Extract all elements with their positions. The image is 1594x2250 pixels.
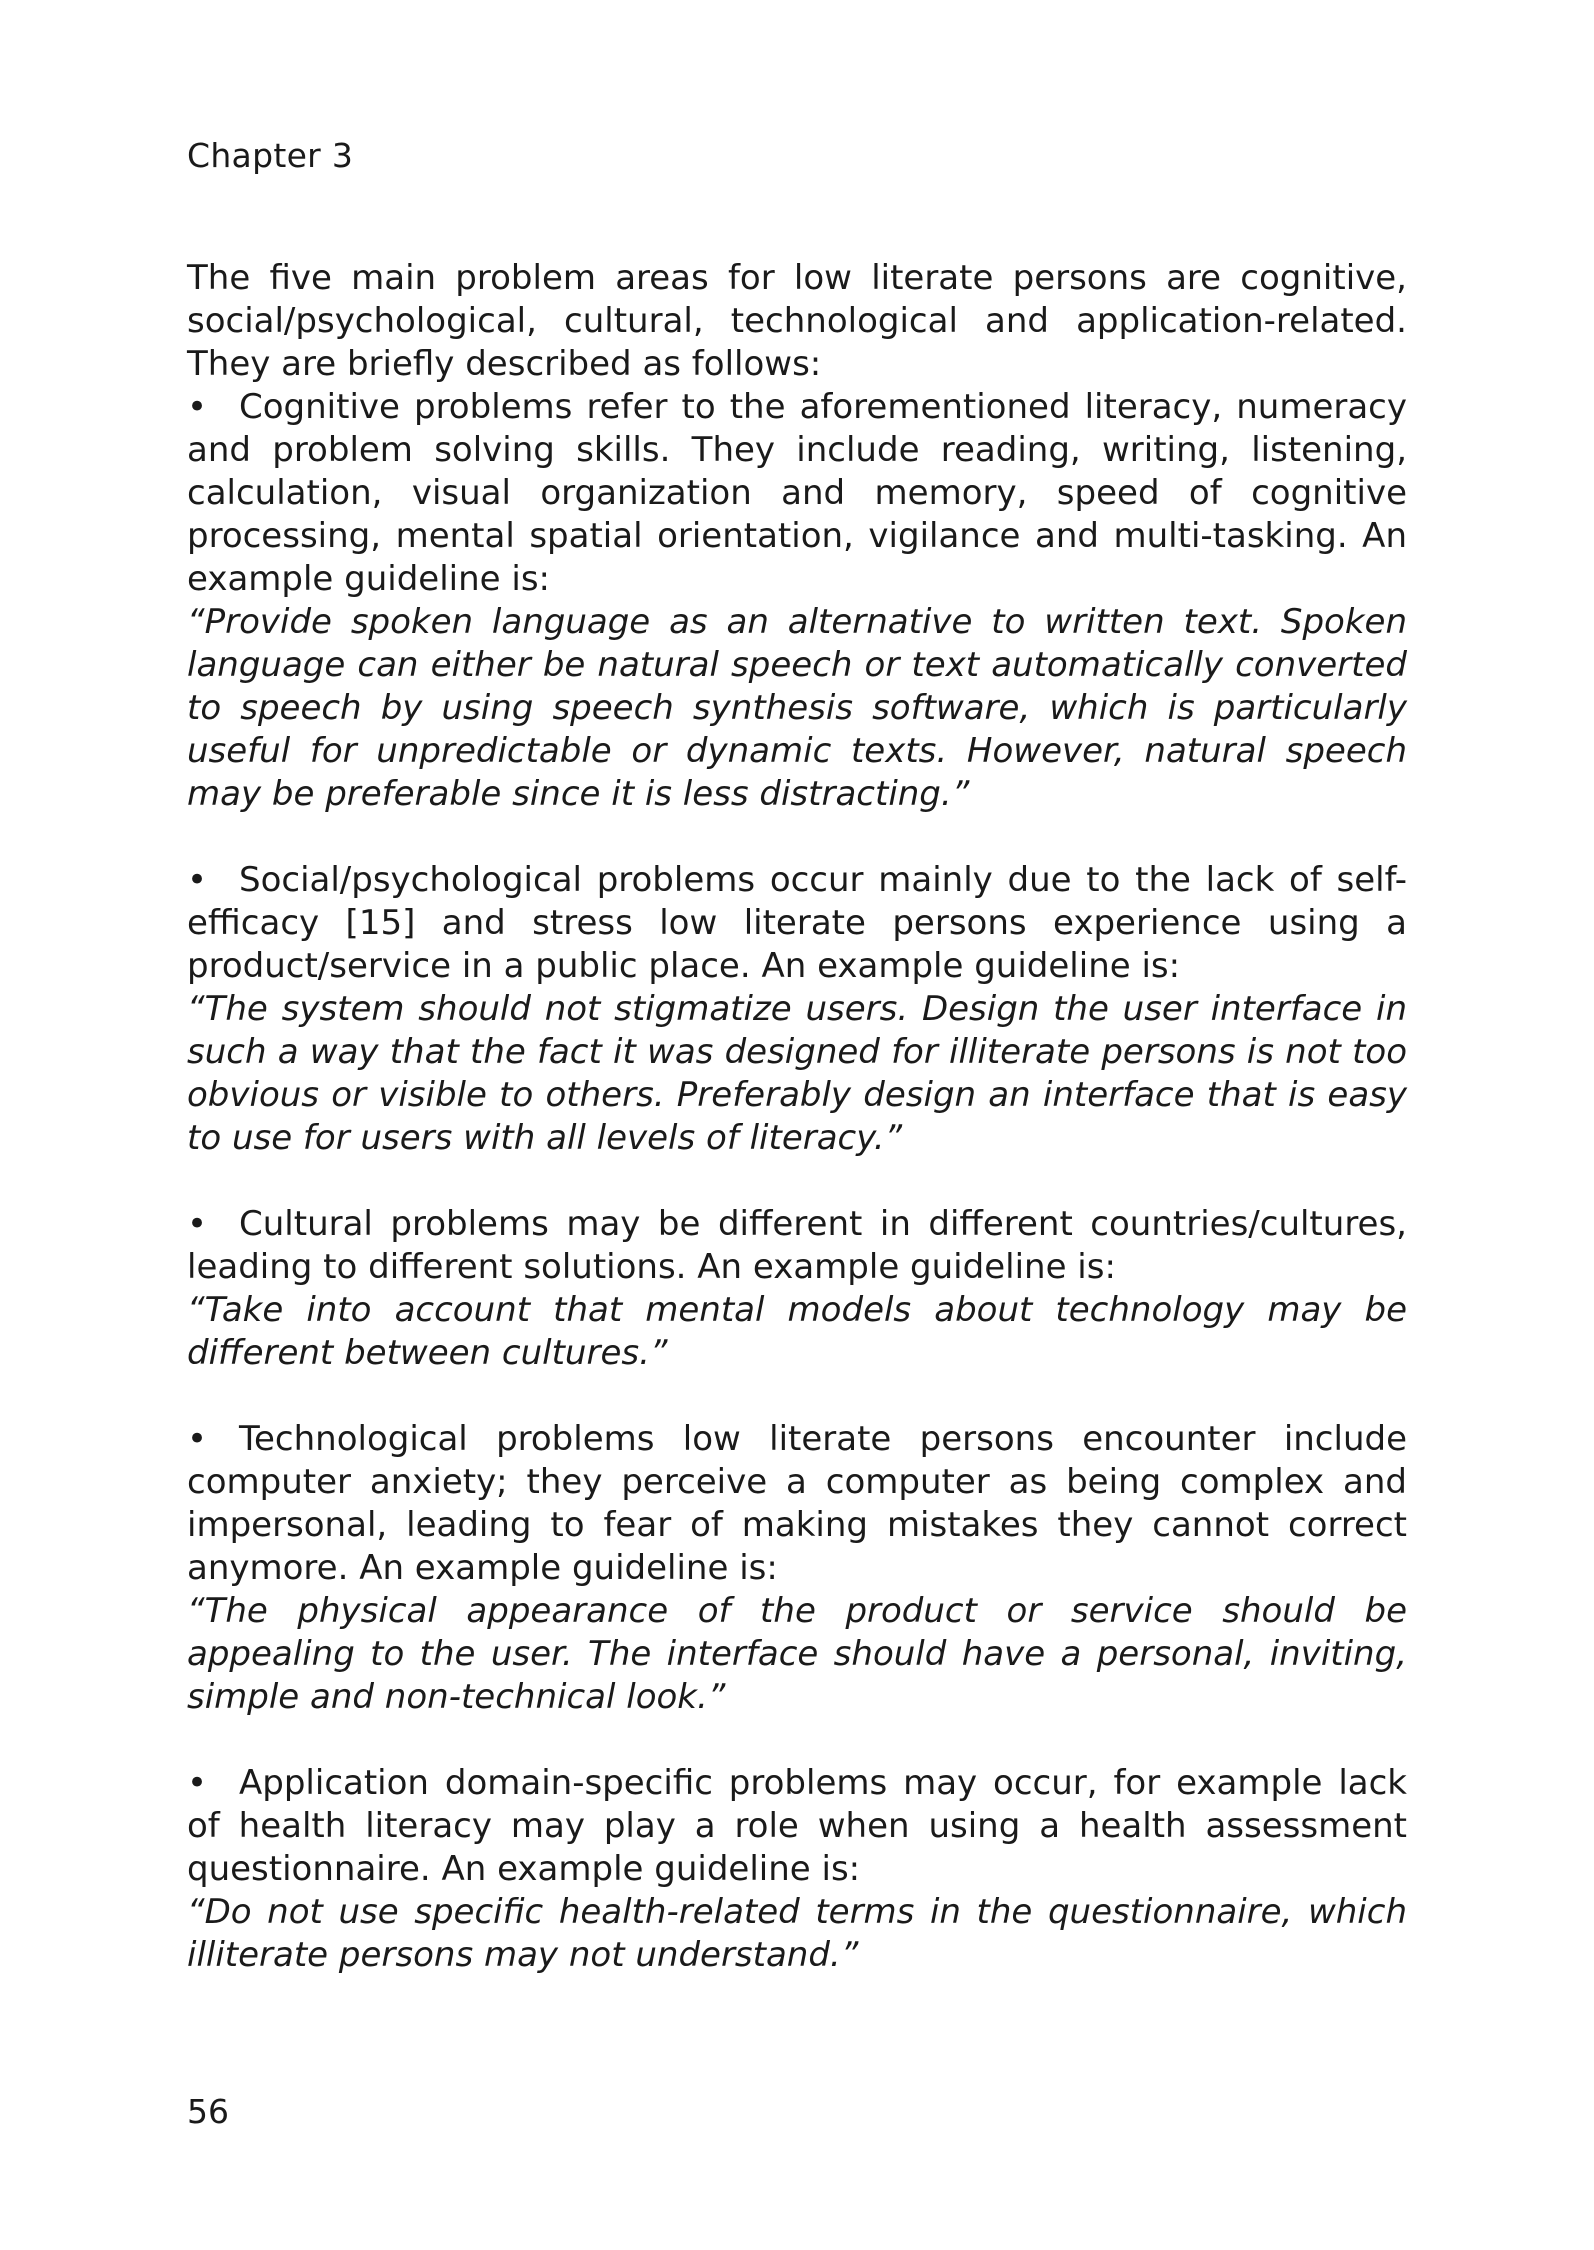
bullet-icon: • (187, 387, 208, 427)
bullet-icon: • (187, 1419, 208, 1459)
item-text: Application domain-specific problems may occur, for example lack of health literacy may play a role when using a health assessment questionnaire. An example guideline is: (187, 1763, 1407, 1889)
bullet-icon: • (187, 1204, 208, 1244)
page (187, 0, 1407, 2250)
intro-paragraph: The five main problem areas for low literate persons are cognitive, social/psychological, cultural, technological and application-related. They are briefly described as follows: (187, 258, 1407, 384)
guideline-quote: “The physical appearance of the product or service should be appealing to the user. The interface should have a personal, inviting, simple and non-technical look.” (187, 1591, 1407, 1717)
guideline-quote: “Take into account that mental models about technology may be different between cultures.” (187, 1290, 1407, 1373)
guideline-quote: “Provide spoken language as an alternative to written text. Spoken language can either be natural speech or text automatically converted to speech by using speech synthesis software, which is particularly useful for unpredictable or dynamic texts. However, natural speech may be preferable since it is less distracting.” (187, 602, 1407, 814)
item-text: Cognitive problems refer to the aforementioned literacy, numeracy and problem solving skills. They include reading, writing, listening, calculation, visual organization and memory, speed of cognitive processing, mental spatial orientation, vigilance and multi-tasking. An example guideline is: (187, 387, 1407, 599)
bullet-icon: • (187, 1763, 208, 1803)
guideline-quote: “The system should not stigmatize users. Design the user interface in such a way that the fact it was designed for illiterate persons is not too obvious or visible to others. Preferably design an interface that is easy to use for users with all levels of literacy.” (187, 989, 1407, 1158)
page-number: 56 (187, 2092, 229, 2131)
list-item-technological (187, 1418, 1407, 1719)
list-item-cognitive (187, 386, 1407, 816)
list-item-social (187, 859, 1407, 1160)
item-paragraph (187, 859, 1407, 988)
item-paragraph (187, 1762, 1407, 1891)
item-text: Cultural problems may be different in different countries/cultures, leading to different solutions. An example guideline is: (187, 1204, 1407, 1287)
body-text (187, 257, 1407, 1977)
bullet-icon: • (187, 860, 208, 900)
list-item-cultural (187, 1203, 1407, 1375)
item-text: Technological problems low literate persons encounter include computer anxiety; they perceive a computer as being complex and impersonal, leading to fear of making mistakes they cannot correct anymore. An example guideline is: (187, 1419, 1407, 1588)
item-paragraph (187, 1418, 1407, 1590)
guideline-quote: “Do not use specific health-related terms in the questionnaire, which illiterate persons may not understand.” (187, 1892, 1407, 1975)
item-paragraph (187, 1203, 1407, 1289)
item-text: Social/psychological problems occur mainly due to the lack of self-efficacy [15] and stress low literate persons experience using a product/service in a public place. An example guideline is: (187, 860, 1407, 986)
list-item-application (187, 1762, 1407, 1977)
item-paragraph (187, 386, 1407, 601)
running-head: Chapter 3 (187, 136, 354, 175)
